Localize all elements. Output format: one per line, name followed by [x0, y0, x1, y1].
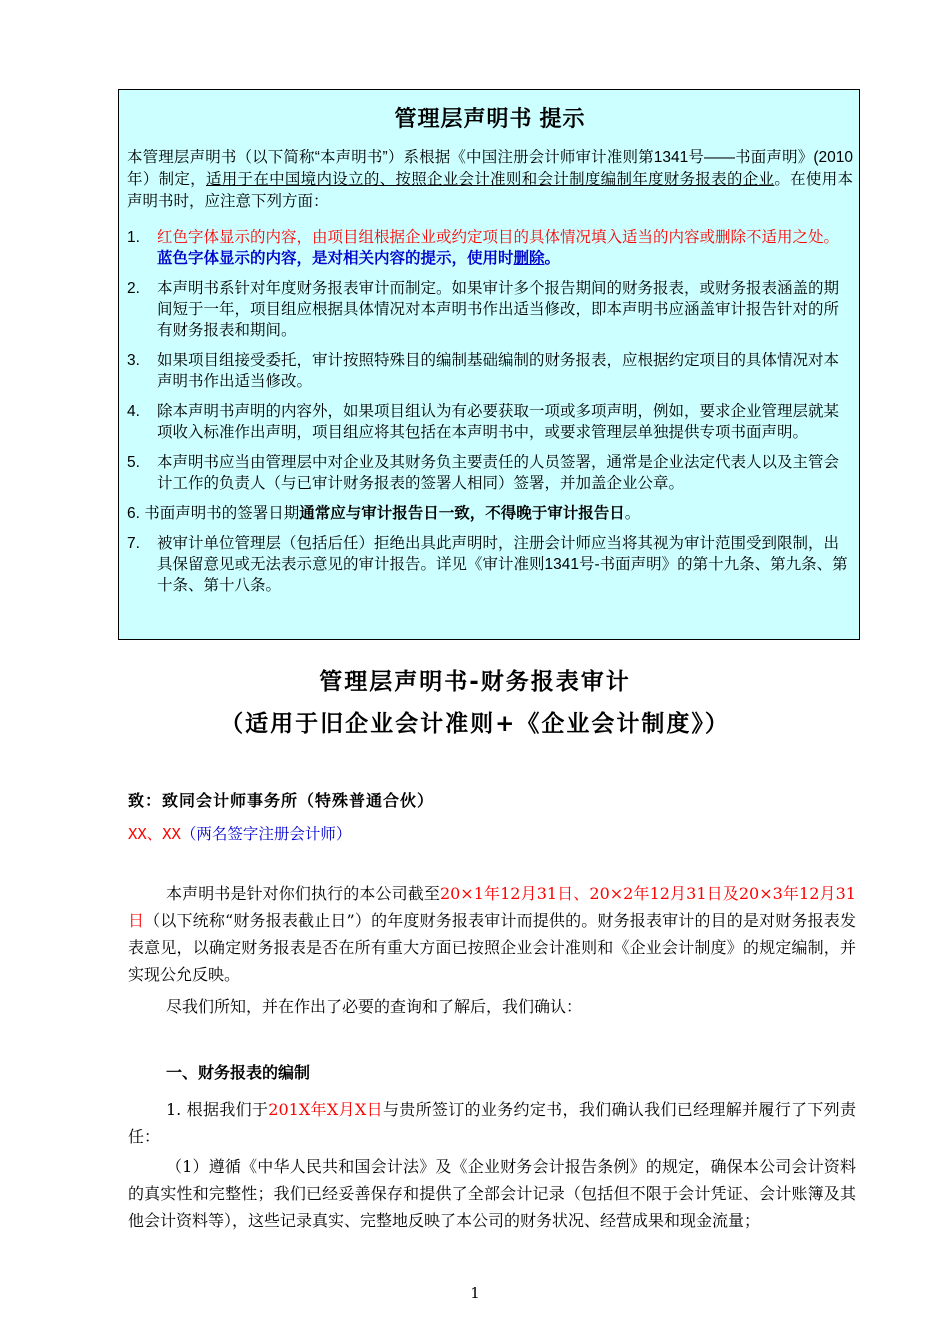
item-red-text: 红色字体显示的内容，由项目组根据企业或约定项目的具体情况填入适当的内容或删除不适用之处。	[157, 229, 840, 246]
notice-item	[127, 533, 853, 596]
report-dates: 20×1年12月31日、20×2年12月31日及20×3年12月31日	[128, 884, 856, 930]
confirm-paragraph: 尽我们所知，并在作出了必要的查询和了解后，我们确认：	[166, 997, 583, 1016]
notice-intro-part2: 。在使用本声明书时，应注意下列方面：	[127, 171, 853, 210]
notice-box	[118, 89, 860, 640]
notice-intro-underline: 适用于在中国境内设立的、按照企业会计准则和会计制度编制年度财务报表的企业	[205, 171, 775, 188]
item-number: 1.	[127, 229, 140, 246]
item-text: 本声明书应当由管理层中对企业及其财务负主要责任的人员签署，通常是企业法定代表人以及主管会计工作的负责人（与已审计财务报表的签署人相同）签署，并加盖企业公章。	[157, 454, 840, 492]
item-number: 7.	[127, 535, 140, 552]
document-title: 管理层声明书-财务报表审计	[319, 669, 631, 695]
item-text: 本声明书系针对年度财务报表审计而制定。如果审计多个报告期间的财务报表，或财务报表涵盖的期间短于一年，项目组应根据具体情况对本声明书作出适当修改，即本声明书应涵盖审计报告针对的所有财务报表和期间。	[157, 280, 840, 339]
notice-item	[127, 350, 853, 392]
notice-list	[127, 227, 853, 596]
item-number: 3.	[127, 352, 140, 369]
item-text: 除本声明书声明的内容外，如果项目组认为有必要获取一项或多项声明，例如，要求企业管理层就某项收入标准作出声明，项目组应将其包括在本声明书中，或要求管理层单独提供专项书面声明。	[157, 403, 840, 441]
item-number: 2.	[127, 280, 140, 297]
notice-item: 6. 书面声明书的签署日期通常应与审计报告日一致，不得晚于审计报告日。	[127, 505, 641, 522]
notice-item	[127, 278, 853, 341]
paragraph-1: 1. 根据我们于201X年X月X日与贵所签订的业务约定书，我们确认我们已经理解并履行了下列责任：	[128, 1100, 856, 1146]
section-heading: 一、财务报表的编制	[166, 1063, 311, 1082]
addressee: 致：致同会计师事务所（特殊普通合伙）	[128, 791, 435, 810]
page-number: 1	[470, 1284, 480, 1302]
item-text: 如果项目组接受委托，审计按照特殊目的编制基础编制的财务报表，应根据约定项目的具体情况对本声明书作出适当修改。	[157, 352, 840, 390]
item-number: 6.	[127, 505, 140, 522]
notice-item	[127, 227, 853, 269]
cpa-line	[128, 822, 351, 844]
cpa-hint: （两名签字注册会计师）	[180, 825, 352, 843]
notice-item	[127, 401, 853, 443]
notice-item	[127, 452, 853, 494]
paragraph-1-1: （1）遵循《中华人民共和国会计法》及《企业财务会计报告条例》的规定，确保本公司会计资料的真实性和完整性；我们已经妥善保存和提供了全部会计记录（包括但不限于会计凭证、会计账簿及其他会计资料等），这些记录真实、完整地反映了本公司的财务状况、经营成果和现金流量；	[128, 1157, 856, 1230]
cpa-names: XX、XX	[128, 825, 181, 843]
contract-date: 201X年X月X日	[268, 1100, 383, 1119]
item-text: 被审计单位管理层（包括后任）拒绝出具此声明时，注册会计师应当将其视为审计范围受到限制，出具保留意见或无法表示意见的审计报告。详见《审计准则1341号-书面声明》的第十九条、第九条、第十条、第十八条。	[157, 535, 848, 594]
item-text: 书面声明书的签署日期	[144, 505, 300, 522]
intro-paragraph: 本声明书是针对你们执行的本公司截至20×1年12月31日、20×2年12月31日及20×3年12月31日（以下统称“财务报表截止日”）的年度财务报表审计而提供的。财务报表审计的目的是对财务报表发表意见，以确定财务报表是否在所有重大方面已按照企业会计准则和《企业会计制度》的规定编制，并实现公允反映。	[128, 884, 856, 984]
item-bold-text: 通常应与审计报告日一致，不得晚于审计报告日	[299, 505, 625, 522]
item-number: 5.	[127, 454, 140, 471]
notice-intro-part1: 本管理层声明书（以下简称“本声明书”）系根据《中国注册会计师审计准则第1341号——书面声明》(2010年）制定，	[127, 149, 853, 188]
notice-title: 管理层声明书 提示	[394, 106, 586, 131]
item-blue-text: 蓝色字体显示的内容，是对相关内容的提示，使用时删除。	[157, 250, 561, 267]
item-number: 4.	[127, 403, 140, 420]
document-subtitle: （适用于旧企业会计准则+《企业会计制度》）	[220, 711, 730, 737]
notice-intro	[127, 147, 853, 213]
